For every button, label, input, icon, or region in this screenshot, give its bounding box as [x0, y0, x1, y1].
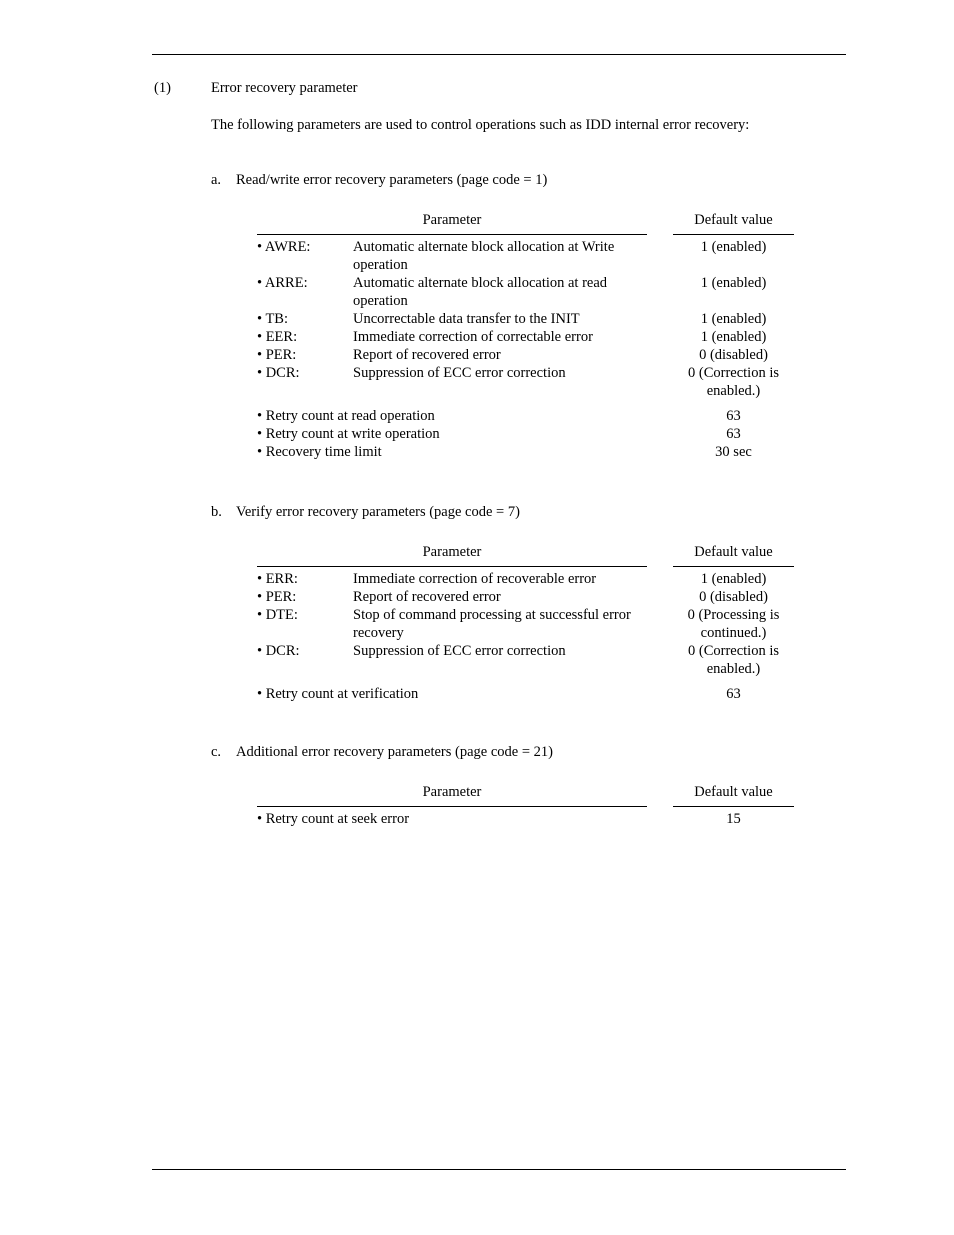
table-body [257, 807, 794, 828]
header-rule [152, 54, 846, 55]
param-desc: Automatic alternate block allocation at Write operation [353, 239, 615, 273]
subsection-title: Verify error recovery parameters (page code = 7) [236, 504, 520, 520]
table-body [257, 235, 794, 461]
header-parameter: Parameter [257, 543, 647, 567]
param-value: 63 [726, 426, 741, 442]
table-row [257, 570, 794, 588]
header-parameter: Parameter [257, 783, 647, 807]
param-desc: Immediate correction of correctable error [353, 329, 593, 345]
table-row [257, 685, 794, 703]
param-label: • Retry count at write operation [257, 426, 440, 442]
param-code: • DCR: [257, 365, 300, 381]
param-code: • TB: [257, 311, 288, 327]
subsection-title: Read/write error recovery parameters (page code = 1) [236, 172, 548, 188]
param-value: 1 (enabled) [700, 311, 767, 327]
param-code: • PER: [257, 347, 297, 363]
table-row [257, 238, 794, 274]
table-row [257, 588, 794, 606]
param-value: 15 [726, 811, 741, 827]
table-row [257, 810, 794, 828]
param-value: 0 (Correction is enabled.) [687, 643, 779, 677]
table-row [257, 407, 794, 425]
param-label: • Retry count at seek error [257, 811, 410, 827]
param-desc: Report of recovered error [353, 589, 501, 605]
param-desc: Uncorrectable data transfer to the INIT [353, 311, 580, 327]
subsection-title: Additional error recovery parameters (page code = 21) [236, 744, 553, 760]
section-number: (1) [154, 80, 171, 96]
param-value: 1 (enabled) [700, 239, 767, 255]
param-code: • AWRE: [257, 239, 311, 255]
section-title: Error recovery parameter [211, 80, 358, 96]
table-body [257, 567, 794, 703]
intro-paragraph: The following parameters are used to control operations such as IDD internal error recovery: [211, 117, 750, 133]
param-desc: Automatic alternate block allocation at read operation [353, 275, 608, 309]
param-code: • ARRE: [257, 275, 308, 291]
footer-rule [152, 1169, 846, 1170]
param-desc: Immediate correction of recoverable error [353, 571, 597, 587]
subsection-letter: a. [211, 172, 222, 188]
table-row [257, 274, 794, 310]
param-desc: Suppression of ECC error correction [353, 365, 566, 381]
table-header [257, 543, 794, 567]
param-label: • Retry count at verification [257, 686, 419, 702]
table-row [257, 346, 794, 364]
param-code: • ERR: [257, 571, 298, 587]
param-value: 1 (enabled) [700, 275, 767, 291]
param-value: 0 (disabled) [699, 589, 768, 605]
header-default-value: Default value [673, 543, 794, 567]
subsection-letter: b. [211, 504, 222, 520]
parameter-table-a [257, 211, 794, 461]
param-value: 1 (enabled) [700, 329, 767, 345]
param-code: • DCR: [257, 643, 300, 659]
param-code: • DTE: [257, 607, 298, 623]
table-row [257, 364, 794, 399]
param-desc: Report of recovered error [353, 347, 501, 363]
param-value: 0 (Correction is enabled.) [687, 365, 779, 399]
table-row [257, 642, 794, 677]
parameter-table-b [257, 543, 794, 703]
table-row [257, 606, 794, 642]
subsection-heading-b [211, 503, 520, 521]
subsection-heading-c [211, 743, 553, 761]
table-header [257, 211, 794, 235]
subsection-letter: c. [211, 744, 222, 760]
param-label: • Recovery time limit [257, 444, 382, 460]
param-value: 63 [726, 686, 741, 702]
param-code: • PER: [257, 589, 297, 605]
header-parameter: Parameter [257, 211, 647, 235]
param-value: 1 (enabled) [700, 571, 767, 587]
header-default-value: Default value [673, 211, 794, 235]
param-label: • Retry count at read operation [257, 408, 435, 424]
param-value: 0 (Processing is continued.) [687, 607, 780, 641]
param-value: 63 [726, 408, 741, 424]
subsection-heading-a [211, 171, 547, 189]
param-desc: Stop of command processing at successful error recovery [353, 607, 631, 641]
param-value: 0 (disabled) [699, 347, 768, 363]
header-default-value: Default value [673, 783, 794, 807]
param-code: • EER: [257, 329, 298, 345]
table-header [257, 783, 794, 807]
param-value: 30 sec [715, 444, 752, 460]
table-row [257, 310, 794, 328]
param-desc: Suppression of ECC error correction [353, 643, 566, 659]
table-row [257, 425, 794, 443]
parameter-table-c [257, 783, 794, 828]
table-row [257, 328, 794, 346]
table-row [257, 443, 794, 461]
